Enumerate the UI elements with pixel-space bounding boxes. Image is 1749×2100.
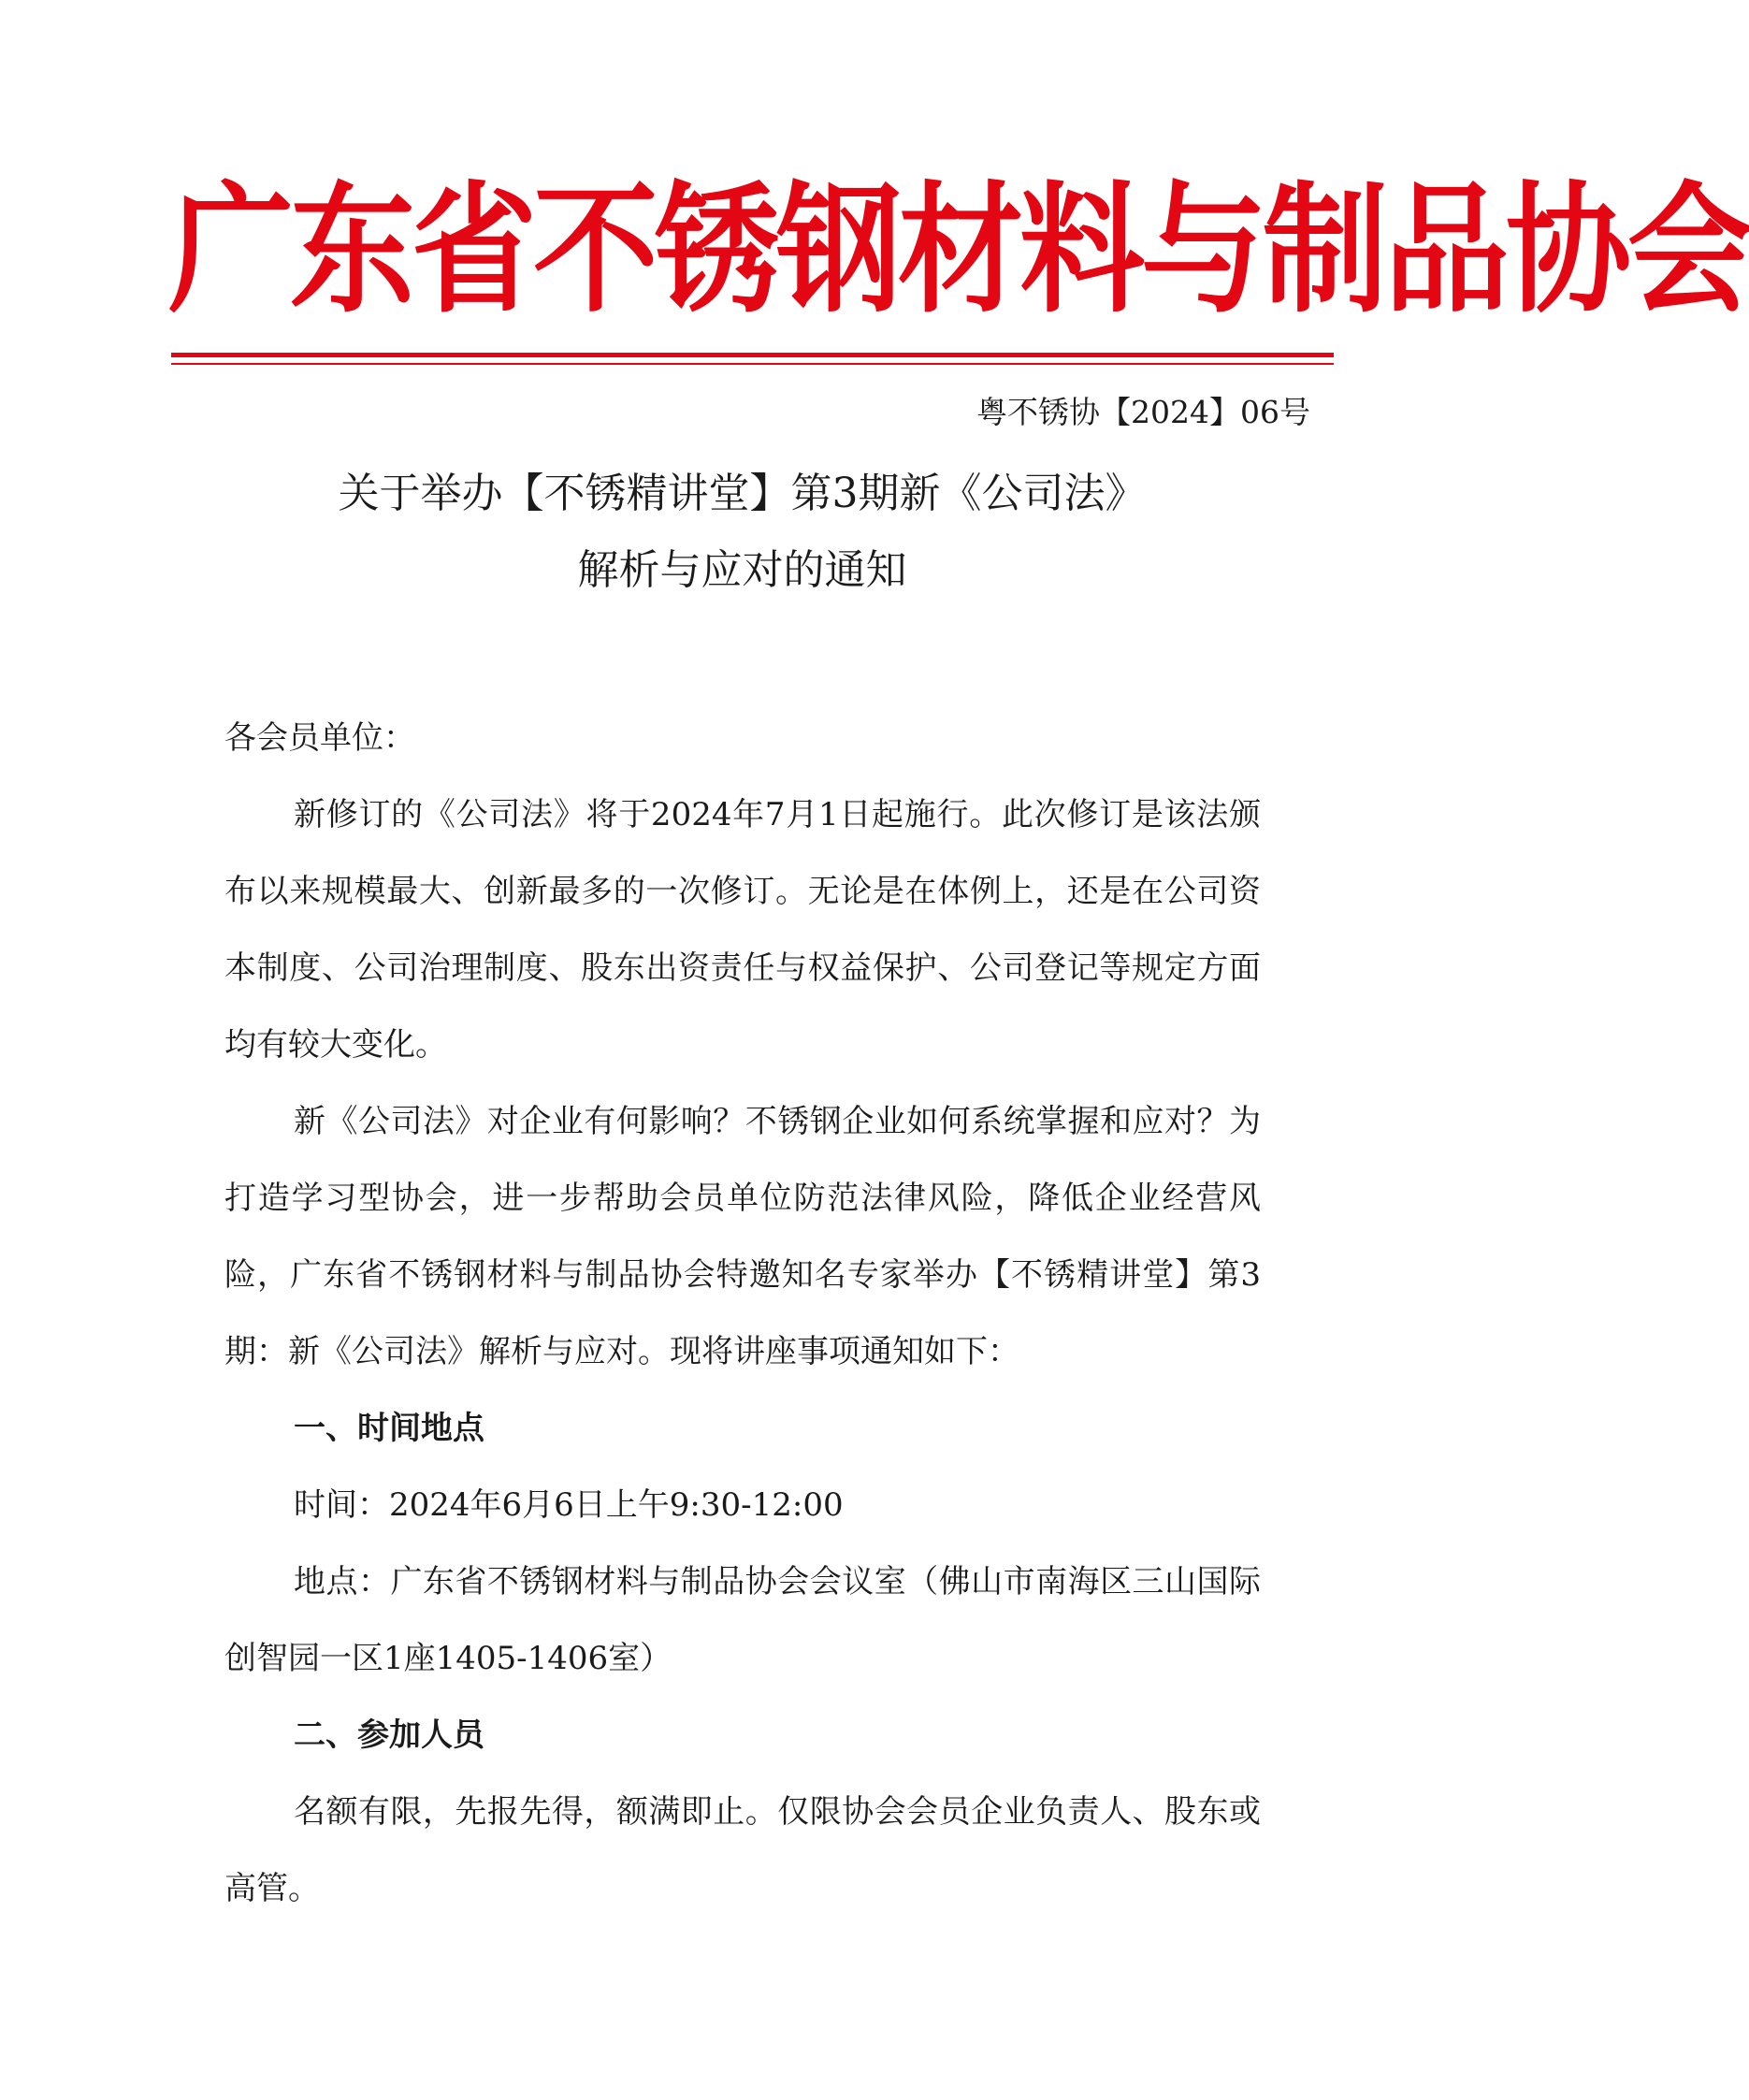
document-number: 粤不锈协【2024】06号 [976,394,1310,430]
salutation: 各会员单位： [224,719,415,757]
section-heading-participants: 二、参加人员 [294,1716,484,1754]
notice-title-line-1: 关于举办【不锈精讲堂】第3期新《公司法》 [338,470,1147,517]
location-line: 地点：广东省不锈钢材料与制品协会会议室（佛山市南海区三山国际创智园一区1座1405-1406室） [224,1563,1261,1677]
time-line: 时间：2024年6月6日上午9:30-12:00 [294,1486,844,1524]
participants-line: 名额有限，先报先得，额满即止。仅限协会会员企业负责人、股东或高管。 [224,1793,1261,1907]
notice-title-line-2: 解析与应对的通知 [577,546,907,594]
notice-body [224,700,1261,1927]
organization-letterhead-title: 广东省不锈钢材料与制品协会 [168,168,1749,332]
body-paragraph-1: 新修订的《公司法》将于2024年7月1日起施行。此次修订是该法颁布以来规模最大、创新最多的一次修订。无论是在体例上，还是在公司资本制度、公司治理制度、股东出资责任与权益保护、公司登记等规定方面均有较大变化。 [224,796,1261,1064]
body-paragraph-2: 新《公司法》对企业有何影响？不锈钢企业如何系统掌握和应对？为打造学习型协会，进一步帮助会员单位防范法律风险，降低企业经营风险，广东省不锈钢材料与制品协会特邀知名专家举办【不锈精讲堂】第3期：新《公司法》解析与应对。现将讲座事项通知如下： [224,1103,1261,1370]
section-heading-time-location: 一、时间地点 [294,1410,484,1447]
letterhead-rule-thin [171,363,1334,365]
letterhead-rule-thick [171,353,1334,357]
